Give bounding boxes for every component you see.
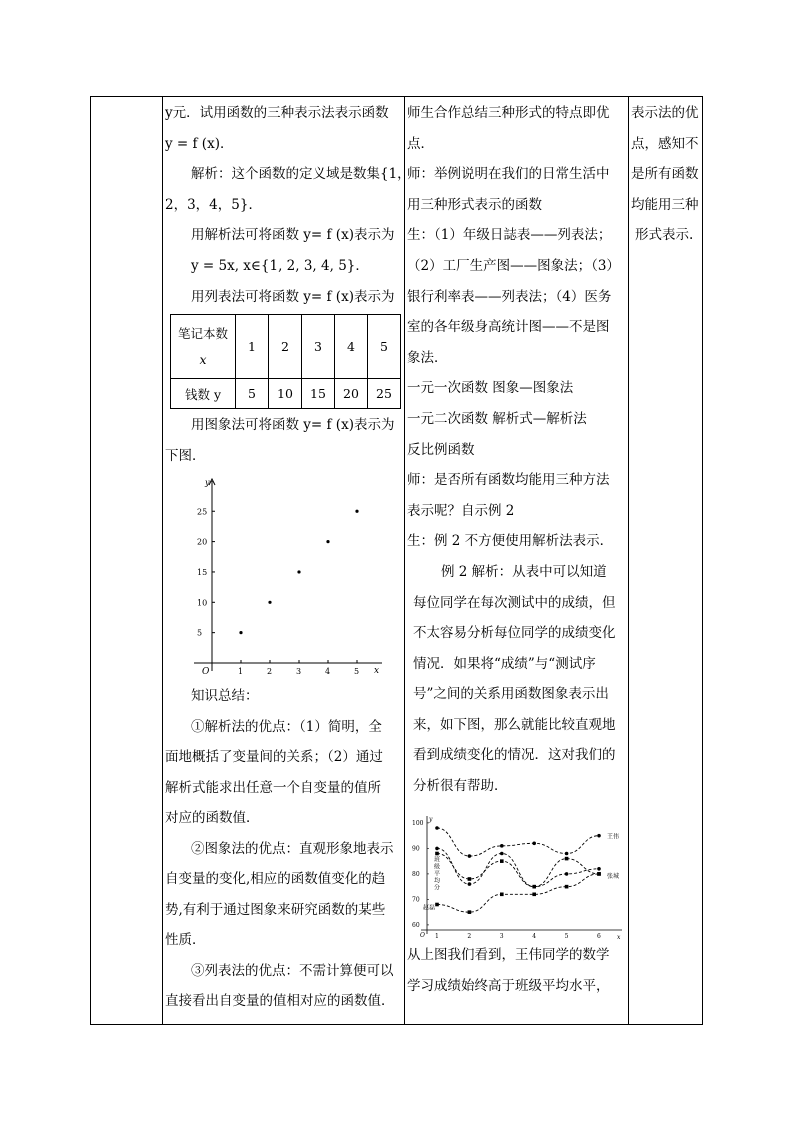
table-bottom-border bbox=[90, 1024, 702, 1025]
text-line: 知识总结： bbox=[191, 688, 259, 704]
series-marker bbox=[565, 885, 569, 889]
text-line: 势,有利于通过图象来研究函数的某些 bbox=[165, 901, 386, 918]
text-line: 均能用三种 bbox=[631, 196, 699, 213]
x-axis-label: x bbox=[617, 934, 621, 940]
y-tick-label: 25 bbox=[197, 507, 208, 517]
series-marker bbox=[468, 854, 472, 858]
y-tick-label: 20 bbox=[197, 537, 208, 547]
series-marker bbox=[565, 857, 569, 861]
text-line: y = f (x)． bbox=[165, 135, 234, 152]
text-line: 形式表示. bbox=[635, 227, 694, 244]
y-tick-label: 5 bbox=[197, 628, 203, 638]
x-tick-label: 3 bbox=[499, 933, 504, 940]
series-label-class-average: 均 bbox=[434, 877, 441, 885]
series-marker bbox=[532, 885, 536, 889]
table-col-border-4 bbox=[702, 96, 703, 1025]
text-line: 性质． bbox=[165, 932, 206, 948]
x-tick-label: 1 bbox=[238, 667, 244, 675]
series-marker bbox=[565, 852, 569, 856]
series-marker bbox=[597, 834, 601, 838]
text-line: 对应的函数值． bbox=[165, 810, 260, 826]
x-tick-label: 4 bbox=[325, 667, 331, 675]
table-cell: 3 bbox=[302, 315, 335, 379]
series-marker bbox=[435, 903, 439, 907]
text-line: ①解析法的优点：（1）简明，全 bbox=[191, 718, 382, 735]
text-line: 室的各年级身高统计图——不是图 bbox=[407, 319, 610, 336]
text-line: 用解析法可将函数 y= f (x)表示为 bbox=[191, 227, 395, 244]
text-line: y元．试用函数的三种表示法表示函数 bbox=[165, 105, 389, 121]
series-marker bbox=[597, 872, 601, 876]
table-cell: 15 bbox=[302, 379, 335, 409]
y-tick-label: 15 bbox=[197, 567, 208, 577]
data-point bbox=[297, 570, 300, 573]
x-tick-label: 6 bbox=[597, 933, 601, 940]
text-line: 学习成绩始终高于班级平均水平， bbox=[407, 978, 610, 994]
x-tick-label: 2 bbox=[467, 933, 472, 940]
column-example-solution-2 bbox=[165, 410, 403, 471]
text-line: 表示呢？自示例 2 bbox=[407, 502, 515, 519]
x-tick-label: 2 bbox=[267, 667, 273, 675]
text-line: y = 5x, x∈{1, 2, 3, 4, 5}． bbox=[191, 257, 369, 274]
text-line: 象法． bbox=[407, 349, 448, 366]
text-line: 用三种形式表示的函数 bbox=[407, 196, 542, 213]
series-marker bbox=[532, 893, 536, 897]
data-point bbox=[239, 631, 242, 634]
text-line: 点． bbox=[407, 135, 434, 152]
text-line: 来，如下图，那么就能比较直观地 bbox=[413, 716, 616, 733]
column-design-intent bbox=[631, 98, 701, 251]
y-axis-label: y bbox=[205, 478, 210, 487]
series-marker bbox=[468, 910, 472, 914]
data-point bbox=[326, 540, 329, 543]
series-marker bbox=[597, 867, 601, 871]
text-line: 每位同学在每次测试中的成绩，但 bbox=[413, 594, 616, 611]
table-header-y: 钱数 y bbox=[171, 379, 236, 409]
table-col-border-3 bbox=[628, 96, 629, 1025]
series-label-class-average: 分 bbox=[434, 884, 441, 892]
text-line: ③列表法的优点：不需计算便可以 bbox=[191, 962, 394, 979]
series-marker bbox=[565, 872, 569, 876]
x-tick-label: 3 bbox=[296, 667, 302, 675]
text-line: 从上图我们看到，王伟同学的数学 bbox=[407, 947, 610, 963]
table-cell: 25 bbox=[368, 379, 401, 409]
y-tick-label: 10 bbox=[197, 598, 208, 608]
text-line: ②图象法的优点：直观形象地表示 bbox=[191, 840, 394, 857]
series-label-class-average: 平 bbox=[434, 870, 441, 878]
series-marker bbox=[468, 882, 472, 886]
text-line: 2，3，4，5}． bbox=[165, 196, 262, 213]
value-table bbox=[170, 314, 401, 409]
table-header-x-label: 笔记本数 bbox=[177, 325, 228, 341]
series-label-wangwei: 王伟 bbox=[607, 833, 620, 841]
series-marker bbox=[500, 859, 504, 863]
series-line-0 bbox=[437, 828, 599, 856]
text-line: 分析很有帮助． bbox=[413, 778, 508, 795]
x-axis-label: x bbox=[374, 666, 380, 675]
series-marker bbox=[435, 847, 439, 851]
text-line: 情况．如果将“成绩”与“测试序 bbox=[413, 655, 596, 672]
x-tick-label: 5 bbox=[354, 667, 360, 675]
text-line: 不太容易分析每位同学的成绩变化 bbox=[413, 625, 616, 642]
y-axis-label: y bbox=[429, 816, 433, 823]
series-line-2 bbox=[437, 848, 599, 886]
text-line: 是所有函数 bbox=[631, 166, 699, 183]
table-col-border-2 bbox=[404, 96, 405, 1025]
table-cell: 10 bbox=[269, 379, 302, 409]
text-line: 师：是否所有函数均能用三种方法 bbox=[407, 472, 610, 489]
y-tick-label: 100 bbox=[412, 819, 424, 827]
series-marker bbox=[435, 852, 439, 856]
data-point bbox=[355, 510, 358, 513]
text-line: 例 2 解析：从表中可以知道 bbox=[441, 563, 607, 580]
y-tick-label: 90 bbox=[412, 845, 420, 853]
series-label-class-average: 班 bbox=[434, 856, 441, 864]
text-line: 反比例函数 bbox=[407, 441, 475, 458]
table-cell: 1 bbox=[236, 315, 269, 379]
series-marker bbox=[500, 844, 504, 848]
text-line: 解析：这个函数的定义域是数集{1， bbox=[191, 166, 411, 183]
text-line: 下图． bbox=[165, 447, 206, 464]
y-tick-label: 70 bbox=[412, 896, 420, 904]
x-tick-label: 1 bbox=[435, 933, 439, 940]
y-tick-label: 60 bbox=[412, 921, 420, 929]
column-example-solution bbox=[165, 98, 411, 312]
text-line: 生：（1）年级日誌表——列表法； bbox=[407, 227, 612, 244]
column-knowledge-summary bbox=[165, 681, 403, 1017]
text-line: 自变量的变化,相应的函数值变化的趋 bbox=[165, 871, 386, 887]
series-label-zhaolei: 赵磊 bbox=[423, 904, 436, 912]
table-col-border-1 bbox=[162, 96, 163, 1025]
scatter-chart bbox=[190, 475, 390, 675]
text-line: 直接看出自变量的值相对应的函数值． bbox=[165, 993, 395, 1009]
series-marker bbox=[468, 877, 472, 881]
text-line: 看到成绩变化的情况．这对我们的 bbox=[413, 747, 616, 764]
text-line: 师：举例说明在我们的日常生活中 bbox=[407, 166, 610, 183]
table-top-border bbox=[90, 96, 702, 97]
series-marker bbox=[500, 893, 504, 897]
text-line: （2）工厂生产图——图象法；（3） bbox=[407, 257, 620, 274]
text-line: 一元一次函数 图象—图象法 bbox=[407, 380, 574, 397]
table-header-x-var: x bbox=[199, 351, 207, 367]
text-line: 一元二次函数 解析式—解析法 bbox=[407, 410, 587, 427]
x-tick-label: 4 bbox=[532, 933, 537, 940]
series-marker bbox=[532, 842, 536, 846]
y-tick-label: 80 bbox=[412, 870, 420, 878]
table-cell: 20 bbox=[335, 379, 368, 409]
text-line: 师生合作总结三种形式的特点即优 bbox=[407, 105, 610, 121]
series-marker bbox=[500, 852, 504, 856]
series-line-3 bbox=[437, 874, 599, 912]
column-teacher-student-activity bbox=[407, 98, 627, 802]
text-line: 面地概括了变量间的关系；（2）通过 bbox=[165, 749, 383, 765]
origin-label: O bbox=[420, 932, 425, 939]
text-line: 点，感知不 bbox=[631, 135, 699, 152]
column-teacher-student-activity-2 bbox=[407, 940, 627, 1002]
table-cell: 5 bbox=[368, 315, 401, 379]
text-line: 解析式能求出任意一个自变量的值所 bbox=[165, 779, 381, 796]
text-line: 生：例 2 不方便使用解析法表示． bbox=[407, 533, 614, 550]
text-line: 表示法的优 bbox=[631, 105, 699, 121]
text-line: 号”之间的关系用函数图象表示出 bbox=[413, 686, 609, 703]
table-header-x bbox=[171, 315, 236, 379]
origin-label: O bbox=[202, 667, 210, 675]
data-point bbox=[268, 601, 271, 604]
score-line-chart bbox=[410, 812, 625, 940]
series-marker bbox=[435, 826, 439, 830]
x-tick-label: 5 bbox=[564, 933, 569, 940]
table-cell: 4 bbox=[335, 315, 368, 379]
table-cell: 5 bbox=[236, 379, 269, 409]
text-line: 银行利率表——列表法；（4）医务 bbox=[407, 288, 612, 305]
table-col-border-0 bbox=[90, 96, 91, 1025]
text-line: 用列表法可将函数 y= f (x)表示为 bbox=[191, 288, 395, 305]
series-label-zhangcheng: 张城 bbox=[607, 872, 620, 880]
table-cell: 2 bbox=[269, 315, 302, 379]
text-line: 用图象法可将函数 y= f (x)表示为 bbox=[191, 417, 395, 433]
series-label-class-average: 级 bbox=[434, 863, 441, 871]
